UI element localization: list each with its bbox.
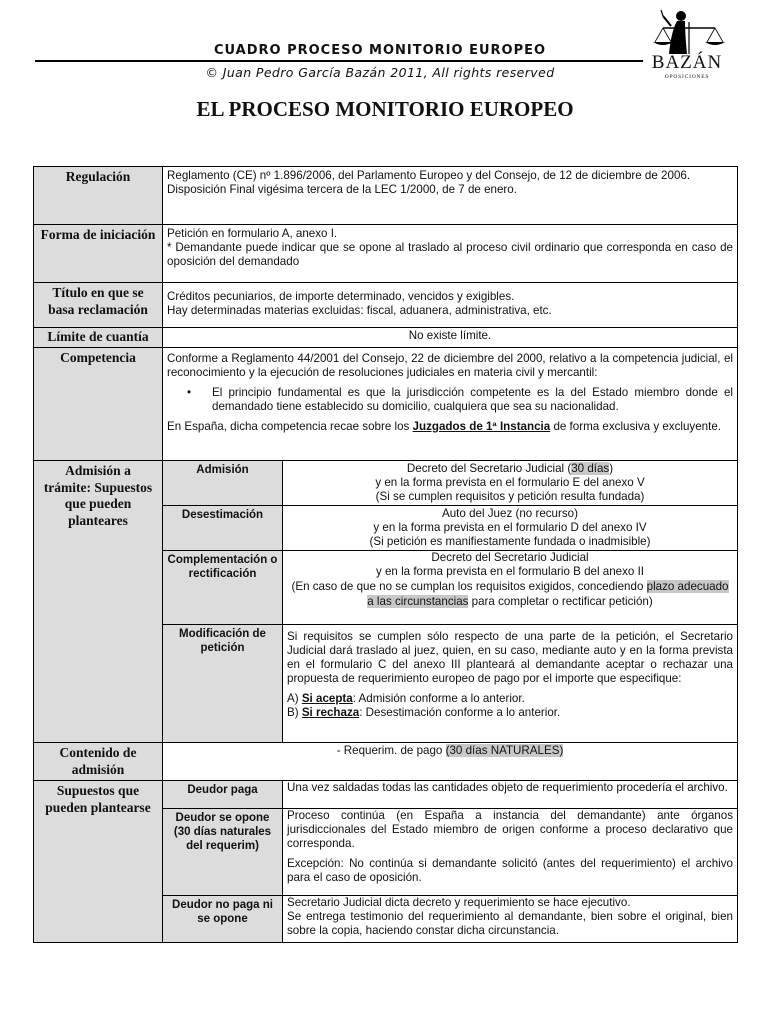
label-contenido: Contenido de admisión [34,743,163,781]
content-competencia [163,348,738,461]
complementacion-line-2: y en la forma prevista en el formulario B del anexo II [375,565,645,578]
titulo-line: Hay determinadas materias excluidas: fiscal, aduanera, administrativa, etc. [167,304,552,317]
sublabel-deudor-opone: Deudor se opone (30 días naturales del requerim) [163,809,283,896]
complementacion-line-1: Decreto del Secretario Judicial [431,551,589,564]
sublabel-desestimacion: Desestimación [163,506,283,551]
titulo-line: Créditos pecuniarios, de importe determinado, vencidos y exigibles. [167,290,515,303]
bazan-logo [641,8,733,80]
row-contenido [34,743,738,781]
label-titulo: Título en que se basa reclamación [34,283,163,328]
row-limite [34,328,738,348]
row-titulo [34,283,738,328]
justice-figure-icon [641,8,733,56]
row-deudor-paga [34,781,738,809]
no-paga-text: Secretario Judicial dicta decreto y requerimiento se hace ejecutivo. [287,896,631,909]
content-admision [283,461,738,506]
si-rechaza-emphasis: Si rechaza [301,706,360,719]
highlight-30-dias-naturales: (30 días NATURALES) [445,744,564,757]
label-limite: Límite de cuantía [34,328,163,348]
row-forma-iniciacion [34,225,738,283]
content-deudor-no-paga [283,896,738,943]
label-competencia: Competencia [34,348,163,461]
sublabel-deudor-paga: Deudor paga [163,781,283,809]
desestimacion-line-3: (Si petición es manifiestamente fundada o inadmisible) [369,535,651,548]
header-divider [35,60,643,62]
regulacion-line: Disposición Final vigésima tercera de la LEC 1/2000, de 7 de enero. [167,183,517,196]
opone-excepcion: Excepción: No continúa si demandante solicitó (antes del requerimiento) el archivo para el caso de oposición. [287,857,733,884]
complementacion-line-3: (En caso de que no se cumplan los requisitos exigidos, concediendo plazo adecuado a las circunstancias para completar o rectificar petición) [291,580,729,608]
label-supuestos: Supuestos que pueden plantearse [34,781,163,943]
content-contenido: - Requerim. de pago (30 días NATURALES) [163,743,738,781]
desestimacion-line-2: y en la forma prevista en el formulario D del anexo IV [373,521,647,534]
modificacion-option-b: B) Si rechaza: Desestimación conforme a lo anterior. [287,706,561,719]
content-complementacion [283,551,738,625]
desestimacion-line-1: Auto del Juez (no recurso) [442,507,578,520]
si-acepta-emphasis: Si acepta [301,692,353,705]
regulacion-line: Reglamento (CE) nº 1.896/2006, del Parlamento Europeo y del Consejo, de 12 de diciembre de 2006. [167,169,691,182]
sublabel-complementacion: Complementación o rectificación [163,551,283,625]
forma-line: * Demandante puede indicar que se opone al traslado al proceso civil ordinario que corresponda en caso de oposición del demandado [167,241,733,268]
label-forma-iniciacion: Forma de iniciación [34,225,163,283]
sublabel-deudor-no-paga: Deudor no paga ni se opone [163,896,283,943]
juzgados-emphasis: Juzgados de 1ª Instancia [412,420,551,433]
content-limite: No existe límite. [163,328,738,348]
modificacion-option-a: A) Si acepta: Admisión conforme a lo anterior. [287,692,525,705]
competencia-outro: En España, dicha competencia recae sobre los Juzgados de 1ª Instancia de forma exclusiva y excluyente. [167,420,721,433]
logo-wordmark: BAZÁN [651,52,723,73]
content-titulo [163,283,738,328]
header-title: CUADRO PROCESO MONITORIO EUROPEO [213,43,547,58]
sublabel-admision: Admisión [163,461,283,506]
process-table [33,166,738,943]
row-competencia [34,348,738,461]
modificacion-text: Si requisitos se cumplen sólo respecto de una parte de la petición, el Secretario Judicial dará traslado al juez, quien, en su caso, mediante auto y en la forma prevista en el formulario C del anexo III planteará al demandante aceptar o rechazar una propuesta de requerimiento europeo de pago por el importe que especifique: [287,630,733,685]
admision-line-3: (Si se cumplen requisitos y petición resulta fundada) [375,490,645,503]
admision-line-1: Decreto del Secretario Judicial (30 días) [406,462,614,475]
content-deudor-paga: Una vez saldadas todas las cantidades objeto de requerimiento procedería el archivo. [283,781,738,809]
forma-line: Petición en formulario A, anexo I. [167,227,338,240]
label-admision-tramite: Admisión a trámite: Supuestos que pueden planteares [34,461,163,743]
logo-subtitle: OPOSICIONES [664,74,710,80]
competencia-bullet: • El principio fundamental es que la jurisdicción competente es la del Estado miembro donde el demandado tiene establecido su domicilio, cualquiera que sea su nacionalidad. [212,386,733,414]
admision-line-2: y en la forma prevista en el formulario E del anexo V [375,476,645,489]
highlight-30-dias: 30 días [571,462,610,475]
highlight-plazo-adecuado: plazo adecuado a las circunstancias [367,580,729,608]
opone-text: Proceso continúa (en España a instancia del demandante) ante órganos jurisdiccionales del Estado miembro de origen conforme a proceso declarativo que corresponda. [287,809,733,850]
content-deudor-opone [283,809,738,896]
content-modificacion [283,625,738,743]
sublabel-modificacion: Modificación de petición [163,625,283,743]
row-regulacion [34,167,738,225]
content-desestimacion [283,506,738,551]
content-regulacion [163,167,738,225]
content-forma-iniciacion [163,225,738,283]
row-admision [34,461,738,506]
competencia-intro: Conforme a Reglamento 44/2001 del Consejo, 22 de diciembre del 2000, relativo a la competencia judicial, el reconocimiento y la ejecución de resoluciones judiciales en materia civil y mercantil: [167,352,733,379]
no-paga-text-2: Se entrega testimonio del requerimiento al demandante, bien sobre el original, bien sobre la copia, haciendo constar dicha circunstancia. [287,910,733,937]
header-copyright: © Juan Pedro García Bazán 2011, All rights reserved [205,65,555,80]
document-title: EL PROCESO MONITORIO EUROPEO [196,97,574,121]
label-regulacion: Regulación [34,167,163,225]
